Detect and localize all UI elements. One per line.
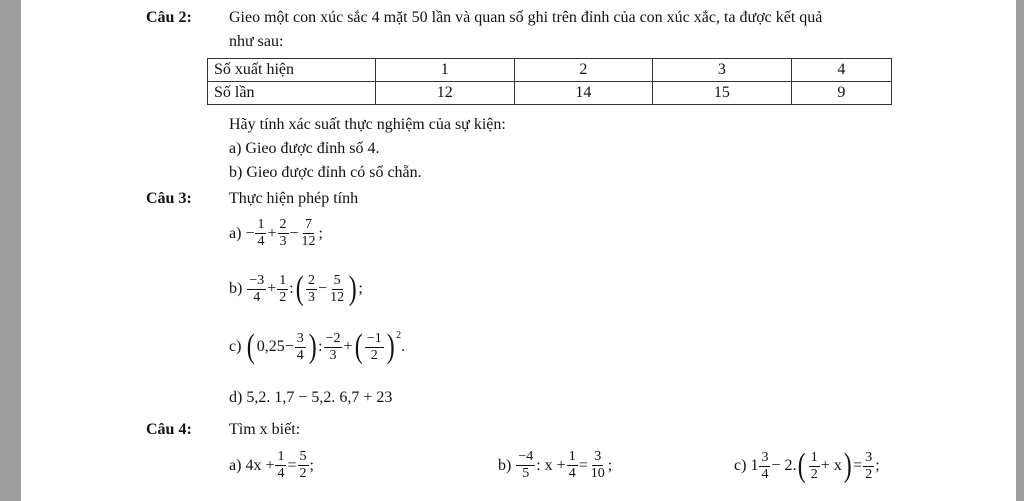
exponent: 2 <box>396 329 402 341</box>
fraction: $\frac{5}{2}$ <box>299 449 307 481</box>
question-2-part-b: b) Gieo được đỉnh có số chẵn. <box>229 164 422 181</box>
question-4b-expression: b) $\frac{-4}{5}$ : x + $\frac{1}{4}$ = $\frac{3}{10}$ ; <box>498 449 613 481</box>
fraction: $\frac{3}{10}$ <box>590 449 605 481</box>
decimal-value: 0,25 <box>256 338 285 355</box>
question-4a-expression: a) 4x + $\frac{1}{4}$ = $\frac{5}{2}$ ; <box>229 449 314 481</box>
fraction: $\frac{1}{4}$ <box>257 217 265 249</box>
fraction: $\frac{3}{2}$ <box>865 449 873 482</box>
fraction: $\frac{5}{12}$ <box>330 272 345 305</box>
fraction: $\frac{3}{4}$ <box>761 449 769 482</box>
fraction: $\frac{-2}{3}$ <box>325 330 341 363</box>
fraction: $\frac{3}{4}$ <box>296 330 304 363</box>
left-paren: ( <box>247 328 256 365</box>
fraction: $\frac{-4}{5}$ <box>518 449 534 481</box>
table-cell: 14 <box>514 82 653 105</box>
question-3c-expression: c) ( 0,25 − $\frac{3}{4}$ ) : $\frac{-2}{3}$ + ( $\frac{-1}{2}$ ) 2 . <box>229 328 406 365</box>
table-cell: 2 <box>514 59 653 82</box>
part-label: a) <box>229 224 242 242</box>
table-row <box>208 59 892 82</box>
table-cell: 15 <box>653 82 792 105</box>
table-cell: 12 <box>376 82 515 105</box>
part-label: d) <box>229 389 243 406</box>
expression-text: + x <box>820 457 842 474</box>
right-paren: ) <box>843 447 852 484</box>
table-cell: 3 <box>653 59 792 82</box>
right-paren: ) <box>348 270 357 307</box>
question-2-intro-line1: Gieo một con xúc sắc 4 mặt 50 lần và quan số ghi trên đỉnh của con xúc xắc, ta được kết quả <box>229 9 823 26</box>
table-row-header: Số lần <box>208 82 376 105</box>
expression-text: : x + <box>536 456 566 474</box>
table-cell: 1 <box>376 59 515 82</box>
question-4c-expression: c) 1 $\frac{3}{4}$ − 2. ( $\frac{1}{2}$ + x ) = $\frac{3}{2}$ ; <box>734 447 880 484</box>
question-3a-expression: a) − $\frac{1}{4}$ + $\frac{2}{3}$ − $\frac{7}{12}$ ; <box>229 217 323 249</box>
question-2-part-a: a) Gieo được đỉnh số 4. <box>229 140 380 157</box>
question-3d-expression <box>229 389 392 407</box>
question-3b-expression: b) $\frac{-3}{4}$ + $\frac{1}{2}$ : ( $\frac{2}{3}$ − $\frac{5}{12}$ ) ; <box>229 270 363 307</box>
fraction: $\frac{1}{4}$ <box>568 449 576 481</box>
right-paren: ) <box>308 328 317 365</box>
fraction: $\frac{1}{4}$ <box>277 449 285 481</box>
question-2-intro-line2: như sau: <box>229 33 284 50</box>
fraction: $\frac{7}{12}$ <box>301 217 316 249</box>
mixed-whole: 1 <box>750 457 759 474</box>
question-4-title: Tìm x biết: <box>229 421 301 438</box>
table-cell: 9 <box>791 82 891 105</box>
left-paren: ( <box>798 447 807 484</box>
left-paren: ( <box>354 328 363 365</box>
fraction: $\frac{-1}{2}$ <box>366 330 382 363</box>
part-label: b) <box>229 280 243 297</box>
expression-text: 4x + <box>245 456 275 474</box>
observation-table <box>207 58 892 105</box>
fraction: $\frac{2}{3}$ <box>279 217 287 249</box>
part-label: c) <box>734 457 747 474</box>
expression-text: − 2. <box>771 457 797 474</box>
question-3-label: Câu 3: <box>146 190 192 207</box>
table-row-header: Số xuất hiện <box>208 59 376 82</box>
right-paren: ) <box>386 328 395 365</box>
expression-text: 5,2. 1,7 − 5,2. 6,7 + 23 <box>246 389 393 406</box>
fraction: $\frac{1}{2}$ <box>810 449 818 482</box>
question-2-label: Câu 2: <box>146 9 192 26</box>
part-label: c) <box>229 338 242 355</box>
part-label: b) <box>498 456 512 474</box>
table-row <box>208 82 892 105</box>
fraction: $\frac{2}{3}$ <box>308 272 316 305</box>
fraction: $\frac{1}{2}$ <box>279 272 287 305</box>
question-2-task: Hãy tính xác suất thực nghiệm của sự kiện: <box>229 116 506 133</box>
fraction: $\frac{-3}{4}$ <box>249 272 265 305</box>
part-label: a) <box>229 456 242 474</box>
table-cell: 4 <box>791 59 891 82</box>
question-3-title: Thực hiện phép tính <box>229 190 359 207</box>
question-4-label: Câu 4: <box>146 421 192 438</box>
left-paren: ( <box>295 270 304 307</box>
